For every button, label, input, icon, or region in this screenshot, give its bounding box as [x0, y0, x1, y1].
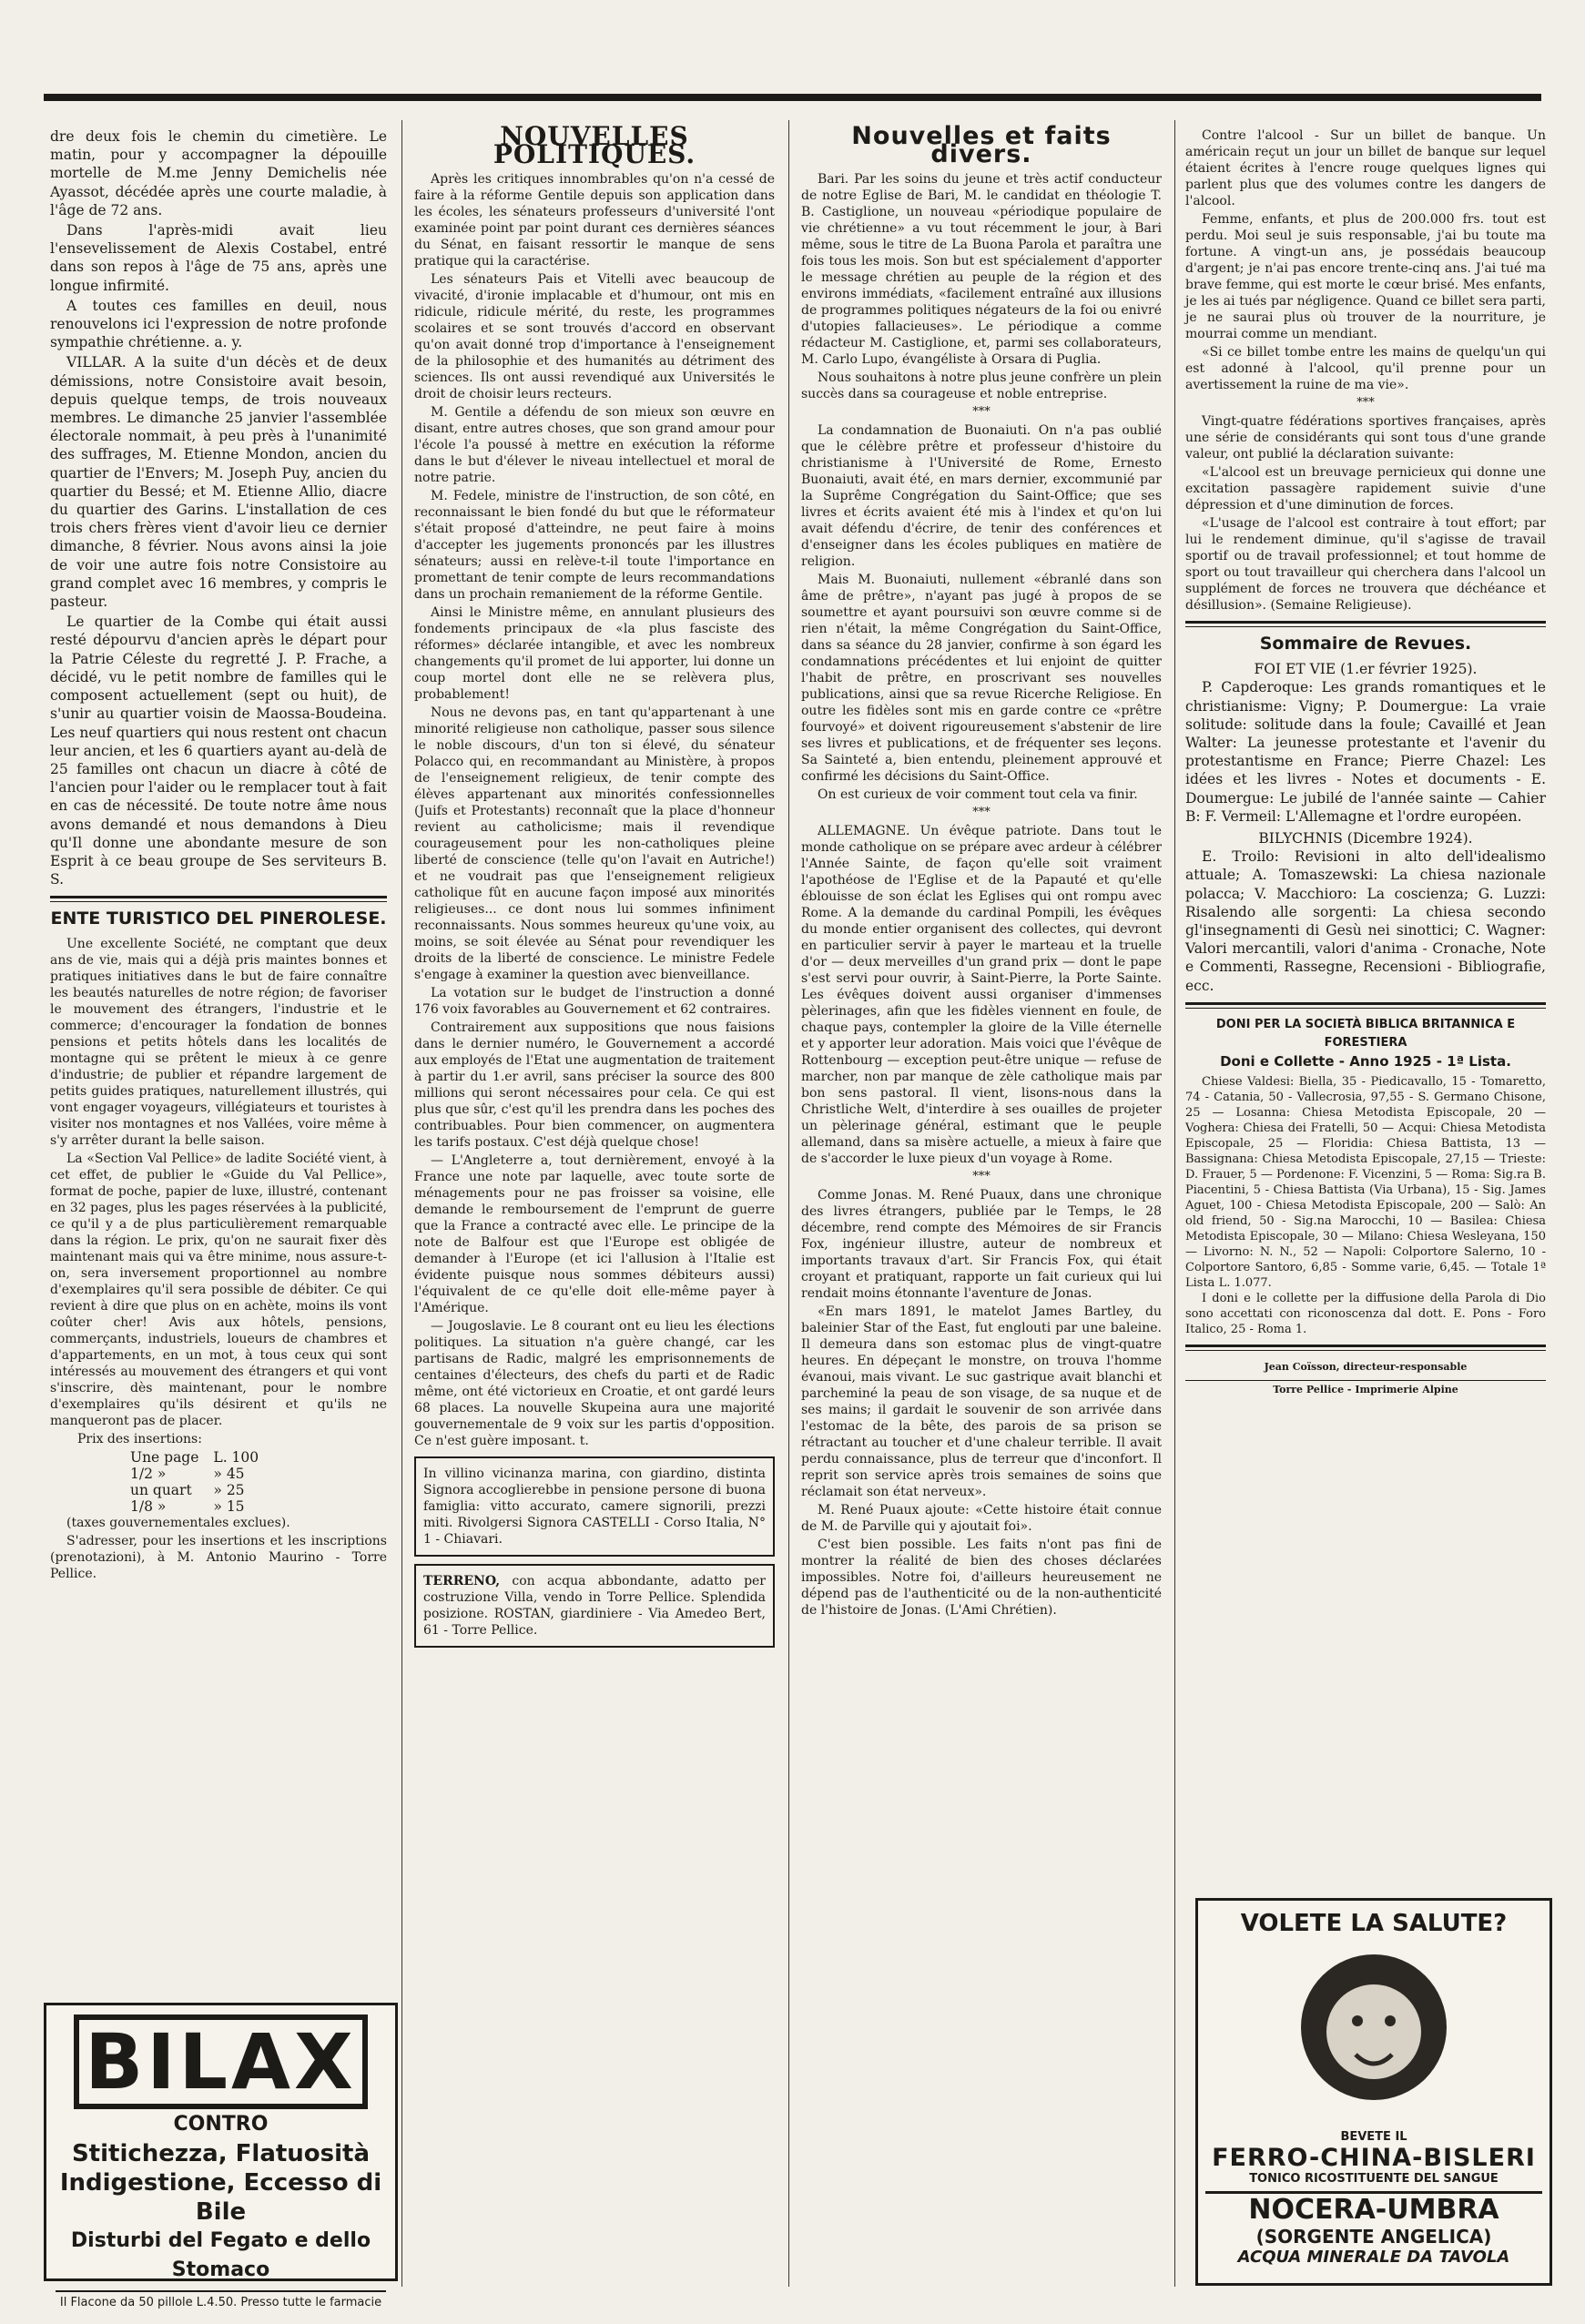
section-rule — [1185, 621, 1546, 627]
paragraph: Vingt-quatre fédérations sportives françaises, après une série de considérants qui sont tous d'une grande valeur, ont publié la déclaration suivante: — [1185, 414, 1546, 462]
paragraph: C'est bien possible. Les faits n'ont pas fini de montrer la réalité de bien des choses déclarées impossibles. Notre foi, d'ailleurs heureusement ne dépend pas de l'authenticité ou de la non-authenticité de l'histoire de Jonas. (L'Ami Chrétien). — [801, 1537, 1162, 1619]
classified-ad — [414, 1564, 775, 1648]
paragraph: — Jougoslavie. Le 8 courant ont eu lieu les élections politiques. La situation n'a guère changé, car les partisans de Radic, malgré les emprisonnements de centaines d'électeurs, des chefs du parti et de Radic même, ont été victorieux en Croatie, et ont gardé leurs 68 places. La nouvelle Skupeina aura une majorité gouvernementale de 9 voix sur les partis d'opposition. Ce n'est guère imposant. t. — [414, 1319, 775, 1449]
bilax-logo: BILAX — [74, 2014, 368, 2109]
column-divider — [401, 120, 402, 2287]
price-table — [123, 1449, 266, 1515]
printer-line: Torre Pellice - Imprimerie Alpine — [1185, 1380, 1546, 1399]
ad-heading: TERRENO, — [423, 1574, 501, 1589]
column-3 — [801, 122, 1162, 1620]
top-rule — [44, 94, 1541, 101]
paragraph: Femme, enfants, et plus de 200.000 frs. tout est perdu. Moi seul je suis responsable, j'ai bu toute ma fortune. A vingt-un ans, je possédais beaucoup d'argent; je n'ai pas encore trente-cinq ans. J'ai tué ma brave femme, qui est morte le cœur brisé. Mes enfants, je les ai tués par négligence. Quand ce billet sera parti, je ne saurai plus où trouver de la nourriture, je mourrai comme un mendiant. — [1185, 212, 1546, 341]
bilax-line: Stitichezza, Flatuosità — [71, 2140, 371, 2167]
paragraph: — L'Angleterre a, tout dernièrement, envoyé à la France une note par laquelle, avec toute sorte de ménagements pour ne pas froisser sa voisine, elle demande le remboursement de l'emprunt de guerre que la France a contracté avec elle. Le principe de la note de Balfour est que l'Europe est obligée de demander à l'Europe (et ici l'allusion à l'Italie est évidente puisque nous sommes débiteurs aussi) l'équivalent de ce qu'elle doit elle-même payer à l'Amérique. — [414, 1153, 775, 1316]
paragraph: La condamnation de Buonaiuti. On n'a pas oublié que le célèbre prêtre et professeur d'histoire du christianisme à l'Université de Rome, Ernesto Buonaiuti, avait été, en mars dernier, excommunié par la Suprême Congrégation du Saint-Office; que ses livres et écrits avaient été mis à l'index et qu'on lui avait défendu d'écrire, de tenir des conférences et d'enseigner dans les écoles publiques en matière de religion. — [801, 423, 1162, 570]
paragraph: «En mars 1891, le matelot James Bartley, du baleinier Star of the East, fut englouti par une baleine. Il demeura dans son estomac plus de vingt-quatre heures. En dépeçant le monstre, on trouva l'homme évanoui, mais vivant. Le suc gastrique avait blanchi et parcheminé la peau de son visage, de sa nuque et de ses mains; il gardait le souvenir de son arrivée dans l'estomac de la bête, des parois de sa prison se rétractant au toucher et d'une chaleur terrible. Il avait perdu connaissance, plus de terreur que d'inconfort. Il reprit son service après trois semaines de soins que réclamait son état nerveux». — [801, 1304, 1162, 1500]
ad-text: In villino vicinanza marina, con giardino, distinta Signora accoglierebbe in pensione persone di buona famiglia: vitto accurato, camere signorili, prezzi miti. Rivolgersi Signora CASTELLI - Corso Italia, N° 1 - Chiavari. — [423, 1466, 766, 1548]
paragraph: Une excellente Société, ne comptant que deux ans de vie, mais qui a déjà pris maintes bonnes et pratiques initiatives dans le but de faire connaître les beautés naturelles de notre région; de favoriser le mouvement des étrangers, l'industrie et le commerce; d'encourager la fondation de bonnes pensions et petits hôtels dans les localités de montagne qui se prêtent le mieux à ce genre d'industrie; de publier et répandre largement de petits guides pratiques, naturellement illustrés, qui vont engager voyageurs, villégiateurs et touristes à visiter nos montagnes et nos Vallées, voire même à s'y arrêter durant la belle saison. — [50, 936, 387, 1148]
paragraph: VILLAR. A la suite d'un décès et de deux démissions, notre Consistoire avait besoin, depuis quelque temps, de trois nouveaux membres. Le dimanche 25 janvier l'assemblée électorale nommait, à peu près à l'unanimité des suffrages, M. Etienne Mondon, ancien du quartier de l'Envers; M. Joseph Puy, ancien du quartier du Bessé; et M. Etienne Allio, diacre du quartier des Garins. L'installation de ces trois chers frères vient d'avoir lieu ce dernier dimanche, 8 février. Nous avons ainsi la joie de voir une autre fois notre Consistoire au grand complet avec 16 membres, y compris le pasteur. — [50, 354, 387, 611]
ad-text: con acqua abbondante, adatto per costruzione Villa, vendo in Torre Pellice. Splendida posizione. ROSTAN, giardiniere - Via Amedeo Bert, 61 - Torre Pellice. — [423, 1574, 767, 1639]
paragraph: Chiese Valdesi: Biella, 35 - Piedicavallo, 15 - Tomaretto, 74 - Catania, 50 - Vallecrosia, 97,55 - S. Germano Chisone, 25 — Losanna: Chiesa Metodista Episcopale, 20 — Voghera: Chiesa dei Fratelli, 50 — Acqui: Chiesa Metodista Episcopale, 25 — Floridia: Chiesa Battista, 13 — Bassignana: Chiesa Metodista Episcopale, 27,15 — Trieste: D. Frauer, 5 — Pordenone: F. Vicenzini, 5 — Roma: Sig.ra B. Piacentini, 5 - Chiesa Battista (Via Urbana), 15 - Sig. James Aguet, 100 - Chiesa Metodista Episcopale, 200 — Salò: An old friend, 50 - Sig.na Marocchi, 10 — Basilea: Chiesa Metodista Episcopale, 30 — Milano: Chiesa Wesleyana, 150 — Livorno: N. N., 52 — Napoli: Colportore Salerno, 10 - Colportore Santoro, 6,85 - Somme varie, 6,45. — Totale 1ª Lista L. 1.077. — [1185, 1075, 1546, 1291]
ad-text: BEVETE IL — [1340, 2130, 1407, 2144]
separator-stars: *** — [972, 405, 991, 420]
paragraph: Contre l'alcool - Sur un billet de banque. Un américain reçut un jour un billet de banque sur lequel étaient écrites à l'encre rouge quelques lignes qui parlent plus que des volumes contre les dangers de l'alcool. — [1185, 128, 1546, 208]
column-2 — [414, 121, 775, 1648]
lion-icon — [1255, 1941, 1492, 2123]
paragraph: Le quartier de la Combe qui était aussi resté dépourvu d'ancien après le départ pour la Patrie Céleste du regretté J. P. Frache, a décidé, vu le petit nombre de familles qui le composent actuellement (sept ou huit), de s'unir au quartier voisin de Maossa-Boudeina. Les neuf quartiers qui nous restent ont chacun leur ancien, et les 6 quartiers ayant au-delà de 25 familles ont chacun un diacre à côté de l'ancien pour l'aider ou le remplacer tout à fait en cas de nécessité. De toute notre âme nous avons demandé et nous demandons à Dieu qu'Il donne une abondante mesure de son Esprit à ce beau groupe de Ses serviteurs B. S. — [50, 614, 387, 888]
paragraph: La votation sur le budget de l'instruction a donné 176 voix favorables au Gouvernement et 62 contraires. — [414, 986, 775, 1018]
paragraph: S'adresser, pour les insertions et les inscriptions (prenotazioni), à M. Antonio Maurino - Torre Pellice. — [50, 1533, 387, 1581]
nocera-brand: NOCERA-UMBRA — [1205, 2191, 1542, 2226]
column-1 — [50, 127, 387, 1584]
paragraph: Dans l'après-midi avait lieu l'ensevelissement de Alexis Costabel, entré dans son repos à l'âge de 75 ans, après une longue infirmité. — [50, 222, 387, 294]
column-divider — [1174, 120, 1175, 2287]
bilax-contro: CONTRO — [173, 2113, 269, 2136]
section-title: DONI PER LA SOCIETÀ BIBLICA BRITANNICA E FORESTIERA — [1215, 1017, 1516, 1050]
paragraph: I doni e le collette per la diffusione della Parola di Dio sono accettati con riconoscenza dal dott. E. Pons - Foro Italico, 25 - Roma 1. — [1185, 1292, 1546, 1337]
classified-ad — [414, 1456, 775, 1557]
ad-text: (SORGENTE ANGELICA) — [1255, 2226, 1492, 2248]
table-row: 1/2 » » 45 — [130, 1465, 245, 1482]
paragraph: La «Section Val Pellice» de ladite Société vient, à cet effet, de publier le «Guide du Val Pellice», format de poche, papier de luxe, illustré, contenant en 32 pages, plus les pages réservées à la publicité, ce qu'il y a de plus particulièrement remarquable dans la région. Le prix, qu'on ne saurait fixer dès maintenant mais qui va être minime, nous assure-t-on, sera inversement proportionnel au nombre d'exemplaires qu'il sera possible de débiter. Ce qui revient à dire que plus on en achète, moins ils vont coûter cher! Avis aux hôtels, pensions, commerçants, industriels, loueurs de chambres et d'appartements, en un mot, à tous ceux qui sont intéressés au mouvement des étrangers et qui vont s'inscrire, dès maintenant, pour le nombre d'exemplaires qu'ils désirent et qu'ils ne manqueront pas de placer. — [50, 1151, 387, 1428]
journal-title: FOI ET VIE (1.er février 1925). — [1254, 661, 1478, 678]
price-title: Prix des insertions: — [77, 1431, 202, 1446]
paragraph: «L'alcool est un breuvage pernicieux qui donne une excitation passagère rapidement suivie d'une dépression et d'une diminution de forces. — [1185, 465, 1546, 512]
section-subtitle: Doni e Collette - Anno 1925 - 1ª Lista. — [1220, 1053, 1511, 1071]
paragraph: dre deux fois le chemin du cimetière. Le matin, pour y accompagner la dépouille mortelle de M.me Jenny Demichelis née Ayassot, décédée après une courte maladie, à l'âge de 72 ans. — [50, 128, 387, 218]
section-rule — [1185, 1345, 1546, 1351]
ad-text: ACQUA MINERALE DA TAVOLA — [1237, 2248, 1510, 2267]
paragraph: M. Fedele, ministre de l'instruction, de son côté, en reconnaissant le bien fondé du but que le réformateur s'était proposé d'atteindre, ne peut faire à moins d'accepter les jugements prononcés par les illustres sénateurs; aussi en relève-t-il toute l'importance en promettant de tenir compte de leurs recommandations dans un prochain remaniement de la réforme Gentile. — [414, 489, 775, 603]
bilax-line: Disturbi del Fegato e dello Stomaco — [70, 2229, 371, 2281]
section-title: ENTE TURISTICO DEL PINEROLESE. — [50, 908, 387, 929]
separator-stars: *** — [1356, 396, 1375, 410]
paragraph: E. Troilo: Revisioni in alto dell'idealismo attuale; A. Tomaszewski: La chiesa nazionale polacca; V. Macchioro: La coscienza; G. Luzzi: Risalendo alle sorgenti: La chiesa secondo gl'insegnamenti di Gesù nei sinottici; C. Wagner: Valori mercantili, valori d'anima - Cronache, Note e Commenti, Rassegne, Recensioni - Bibliografie, ecc. — [1185, 848, 1546, 994]
paragraph: Nous ne devons pas, en tant qu'appartenant à une minorité religieuse non catholique, passer sous silence le noble discours, d'un ton si élevé, du sénateur Polacco qui, en recommandant au Ministère, à propos de l'enseignement religieux, de tenir compte des élèves appartenant aux minorités confessionnelles (Juifs et Protestants) reconnaît que la place d'honneur revient au catholicisme; mais il revendique courageusement pour les non-catholiques pleine liberté de conscience (telle qu'on l'avait en Autriche!) et ne voudrait pas que l'enseignement religieux catholique fût en aucune façon imposé aux minorités religieuses... ce dont nous lui sommes infiniment reconnaissants. Nous sommes heureux qu'une voix, au moins, se soit élevée au Sénat pour revendiquer les droits de la liberté de conscience. Le ministre Fedele s'engage à examiner la question avec bienveillance. — [414, 705, 775, 983]
bilax-line: Indigestione, Eccesso di Bile — [59, 2169, 382, 2226]
section-title: Nouvelles et faits divers. — [851, 122, 1112, 169]
section-rule — [1185, 1002, 1546, 1009]
section-rule — [50, 896, 387, 902]
ferro-brand: FERRO-CHINA-BISLERI — [1212, 2144, 1536, 2172]
paragraph: Nous souhaitons à notre plus jeune confrère un plein succès dans sa courageuse et noble entreprise. — [801, 370, 1162, 402]
section-title: NOUVELLES POLITIQUES. — [493, 121, 696, 170]
paragraph: «L'usage de l'alcool est contraire à tout effort; par lui le rendement diminue, qu'il s'agisse de travail sportif ou de travail professionnel; et tout homme de sport ou tout travailleur qui cherchera dans l'alcool un supplément de forces ne trouvera que déchéance et désillusion». (Semaine Religieuse). — [1185, 516, 1546, 613]
ad-text: TONICO RICOSTITUENTE DEL SANGUE — [1249, 2172, 1499, 2186]
table-row: Une page L. 100 — [130, 1448, 259, 1466]
column-4 — [1185, 127, 1546, 1399]
journal-title: BILYCHNIS (Dicembre 1924). — [1258, 830, 1473, 847]
separator-stars: *** — [972, 1170, 991, 1184]
paragraph: «Si ce billet tombe entre les mains de quelqu'un qui est adonné à l'alcool, qu'il prenne pour un avertissement la ruine de ma vie». — [1185, 345, 1546, 392]
paragraph: Contrairement aux suppositions que nous faisions dans le dernier numéro, le Gouvernement a accordé aux employés de l'Etat une augmentation de traitement à partir du 1.er avril, sans préciser la source des 800 millions qui seront nécessaires pour cela. Ce qui est plus que sûr, c'est qu'il les prendra dans les poches des contribuables. Pour bien commencer, on augmentera les tarifs postaux. C'est déjà quelque chose! — [414, 1020, 775, 1151]
table-row: un quart » 25 — [130, 1481, 245, 1498]
paragraph: P. Capderoque: Les grands romantiques et le christianisme: Vigny; P. Doumergue: La vraie solitude: solitude dans la foule; Cavaillé et Jean Walter: La jeunesse protestante et l'avenir du protestantisme en France; Pierre Chazel: Les idées et les livres - Notes et documents - E. Doumergue: Le jubilé de l'année sainte — Cahier B: F. Vermeil: L'Allemagne et l'ordre européen. — [1185, 679, 1546, 825]
paragraph: Comme Jonas. M. René Puaux, dans une chronique des livres étrangers, publiée par le Temps, le 28 décembre, rend compte des Mémoires de sir Francis Fox, ingénieur illustre, auteur de nombreux et importants travaux d'art. Sir Francis Fox, qui était croyant et pratiquant, rapporte un fait curieux qui lui rendait moins étonnante l'aventure de Jonas. — [801, 1188, 1162, 1302]
paragraph: M. René Puaux ajoute: «Cette histoire était connue de M. de Parville qui y ajoutait foi». — [801, 1503, 1162, 1535]
ad-headline: VOLETE LA SALUTE? — [1240, 1910, 1508, 1937]
paragraph: ALLEMAGNE. Un évêque patriote. Dans tout le monde catholique on se prépare avec ardeur à célébrer l'Année Sainte, de façon qu'elle soit vraiment l'apothéose de l'Eglise et de la Papauté et qu'elle éblouisse de son éclat les Eglises qui ont rompu avec Rome. A la demande du cardinal Pompili, les évêques du monde entier organisent des collectes, qui devront en particulier servir à payer le marteau et la truelle d'or — deux merveilles d'un grand prix — dont le pape s'est servi pour ouvrir, à Saint-Pierre, la Porte Sainte. Les évêques doivent aussi organiser d'immenses pèlerinages, afin que les fidèles viennent en foule, de chaque pays, contempler la gloire de la Ville éternelle et y apporter leur adoration. Mais voici que l'évêque de Rottenbourg — exception peut-être unique — refuse de marcher, non par manque de zèle catholique mais par bon sens pastoral. Il vient, lisons-nous dans la Christliche Welt, d'interdire à ses ouailles de projeter un pèlerinage général, estimant que le peuple allemand, dans sa misère actuelle, a mieux à faire que de s'accorder le luxe pieux d'un voyage à Rome. — [801, 824, 1162, 1167]
paragraph: A toutes ces familles en deuil, nous renouvelons ici l'expression de notre profonde sympathie chrétienne. a. y. — [50, 297, 387, 351]
table-row: 1/8 » » 15 — [130, 1497, 245, 1515]
section-title: Sommaire de Revues. — [1259, 634, 1472, 654]
director-line: Jean Coïsson, directeur-responsable — [1264, 1361, 1468, 1374]
paragraph: Ainsi le Ministre même, en annulant plusieurs des fondements principaux de «la plus fasciste des réformes» déclarée intangible, et avec les nombreux changements qu'il promet de lui apporter, lui donne un coup mortel dont elle ne se relèvera plus, probablement! — [414, 605, 775, 703]
separator-stars: *** — [972, 806, 991, 820]
paragraph: Bari. Par les soins du jeune et très actif conducteur de notre Eglise de Bari, M. le candidat en théologie T. B. Castiglione, un nouveau «périodique populaire de vie chrétienne» a vu tout récemment le jour, à Bari même, sous le titre de La Buona Parola et paraîtra une fois tous les mois. Son but est spécialement d'apporter le message chrétien au peuple de la région et des environs immédiats, «facilement entraîné aux illusions de programmes politiques négateurs de la foi ou enivré d'utopies fallacieuses». Le périodique a comme rédacteur M. Castiglione, et, parmi ses collaborateurs, M. Carlo Lupo, évangéliste à Orsara di Puglia. — [801, 172, 1162, 368]
paragraph: Les sénateurs Pais et Vitelli avec beaucoup de vivacité, d'ironie implacable et d'humour, ont mis en ridicule, ridicule mérité, du reste, les programmes scolaires et se sont trouvés d'accord en observant qu'on avait donné trop d'importance à l'enseignement de la philosophie et des humanités au détriment des sciences. Ils ont aussi revendiqué aux Universités le droit de choisir leurs recteurs. — [414, 272, 775, 402]
paragraph: Après les critiques innombrables qu'on n'a cessé de faire à la réforme Gentile depuis son application dans les écoles, les sénateurs professeurs d'université l'ont examinée point par point durant ces dernières séances du Sénat, en faisant ressortir le manque de sens pratique qui la caractérise. — [414, 172, 775, 269]
paragraph: Mais M. Buonaiuti, nullement «ébranlé dans son âme de prêtre», n'ayant pas jugé à propos de se soumettre et ayant poursuivi son œuvre comme si de rien n'était, la même Congrégation du Saint-Office, dans sa séance du 28 janvier, confirme à son égard les condamnations précédentes et lui enjoint de quitter l'habit de prêtre, en proscrivant ses nouvelles publications, ainsi que sa revue Ricerche Religiose. En outre les fidèles sont mis en garde contre ce «prêtre fourvoyé» et doivent rigoureusement s'abstenir de lire ses livres et publications, et de fréquenter ses leçons. Sa Sainteté a, bien entendu, pleinement approuvé et confirmé les décisions du Saint-Office. — [801, 573, 1162, 785]
paragraph: (taxes gouvernementales exclues). — [66, 1515, 290, 1530]
paragraph: On est curieux de voir comment tout cela va finir. — [818, 787, 1138, 803]
column-divider — [788, 120, 789, 2287]
paragraph: M. Gentile a défendu de son mieux son œuvre en disant, entre autres choses, que son grand amour pour l'école l'a poussé à mettre en exécution la réforme dans le but d'élever le niveau intellectuel et moral de notre patrie. — [414, 405, 775, 486]
bilax-price: Il Flacone da 50 pillole L.4.50. Presso tutte le farmacie — [56, 2290, 386, 2309]
bilax-advertisement — [44, 2003, 398, 2309]
ferro-china-advertisement — [1195, 1898, 1552, 2286]
